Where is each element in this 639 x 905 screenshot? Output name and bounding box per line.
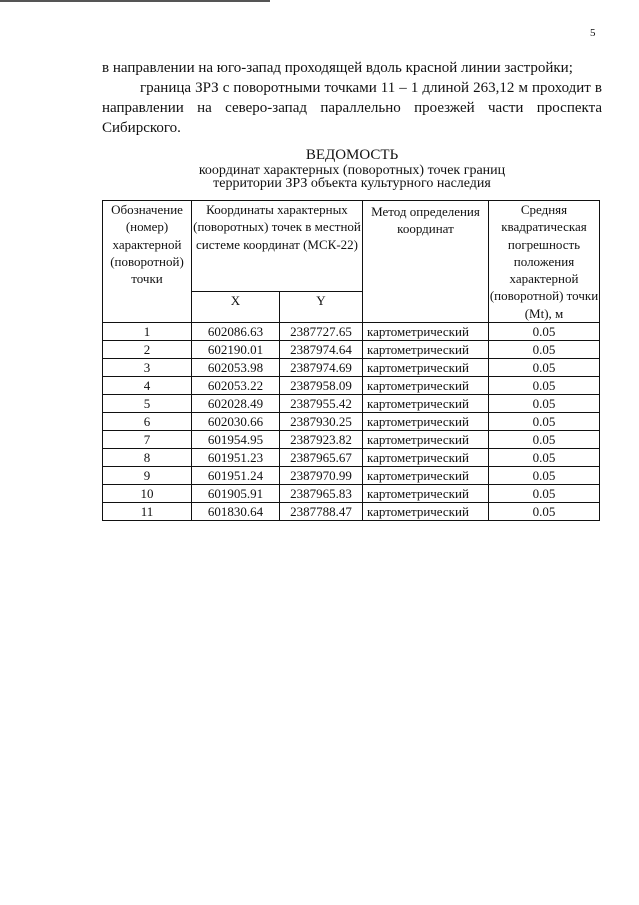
point-number-cell: 2 — [103, 341, 192, 359]
error-cell: 0.05 — [489, 341, 600, 359]
point-number-cell: 11 — [103, 503, 192, 521]
y-coordinate-cell: 2387958.09 — [280, 377, 363, 395]
point-number-cell: 4 — [103, 377, 192, 395]
table-row — [103, 395, 600, 413]
method-cell: картометрический — [363, 467, 489, 485]
table-body — [103, 323, 600, 521]
error-cell: 0.05 — [489, 359, 600, 377]
table-row — [103, 485, 600, 503]
point-number-cell: 3 — [103, 359, 192, 377]
title-line-3: территории ЗРЗ объекта культурного наследия — [213, 176, 491, 191]
error-cell: 0.05 — [489, 377, 600, 395]
y-coordinate-cell: 2387930.25 — [280, 413, 363, 431]
table-row — [103, 467, 600, 485]
error-cell: 0.05 — [489, 323, 600, 341]
method-cell: картометрический — [363, 359, 489, 377]
header-point: Обозначение (номер) характерной (поворотной) точки — [103, 201, 192, 323]
point-number-cell: 6 — [103, 413, 192, 431]
x-coordinate-cell: 601951.23 — [192, 449, 280, 467]
y-coordinate-cell: 2387923.82 — [280, 431, 363, 449]
top-border-line — [0, 0, 270, 2]
error-cell: 0.05 — [489, 449, 600, 467]
x-coordinate-cell: 601830.64 — [192, 503, 280, 521]
y-coordinate-cell: 2387970.99 — [280, 467, 363, 485]
table-row — [103, 323, 600, 341]
x-coordinate-cell: 602028.49 — [192, 395, 280, 413]
method-cell: картометрический — [363, 341, 489, 359]
header-error: Средняя квадратическая погрешность положения характерной (поворотной) точки (Mt), м — [489, 202, 599, 321]
table-row — [103, 377, 600, 395]
method-cell: картометрический — [363, 449, 489, 467]
y-coordinate-cell: 2387965.83 — [280, 485, 363, 503]
table-row — [103, 449, 600, 467]
header-method: Метод определения координат — [363, 201, 489, 323]
point-number-cell: 7 — [103, 431, 192, 449]
y-coordinate-cell: 2387788.47 — [280, 503, 363, 521]
method-cell: картометрический — [363, 503, 489, 521]
y-coordinate-cell: 2387974.69 — [280, 359, 363, 377]
paragraph-1: в направлении на юго-запад проходящей вдоль красной линии застройки; — [102, 60, 573, 76]
point-number-cell: 5 — [103, 395, 192, 413]
method-cell: картометрический — [363, 485, 489, 503]
error-cell: 0.05 — [489, 413, 600, 431]
paragraph-2: граница ЗРЗ с поворотными точками 11 – 1 длиной 263,12 м проходит в направлении на северо-запад параллельно проезжей части проспекта Сибирского. — [102, 80, 602, 136]
x-coordinate-cell: 601954.95 — [192, 431, 280, 449]
method-cell: картометрический — [363, 413, 489, 431]
table-row — [103, 431, 600, 449]
table-row — [103, 503, 600, 521]
coordinates-table — [102, 200, 600, 521]
error-cell: 0.05 — [489, 467, 600, 485]
y-coordinate-cell: 2387955.42 — [280, 395, 363, 413]
title-line-2: координат характерных (поворотных) точек границ — [198, 163, 506, 178]
page-number: 5 — [590, 27, 596, 39]
error-cell: 0.05 — [489, 395, 600, 413]
point-number-cell: 9 — [103, 467, 192, 485]
y-coordinate-cell: 2387974.64 — [280, 341, 363, 359]
method-cell: картометрический — [363, 431, 489, 449]
point-number-cell: 1 — [103, 323, 192, 341]
method-cell: картометрический — [363, 395, 489, 413]
error-cell: 0.05 — [489, 485, 600, 503]
y-coordinate-cell: 2387965.67 — [280, 449, 363, 467]
table-row — [103, 413, 600, 431]
table-row — [103, 341, 600, 359]
x-coordinate-cell: 602086.63 — [192, 323, 280, 341]
x-coordinate-cell: 602190.01 — [192, 341, 280, 359]
header-coordinates: Координаты характерных (поворотных) точек в местной системе координат (МСК-22) — [192, 201, 363, 292]
y-coordinate-cell: 2387727.65 — [280, 323, 363, 341]
table-row — [103, 359, 600, 377]
point-number-cell: 8 — [103, 449, 192, 467]
header-x: X — [192, 291, 280, 322]
x-coordinate-cell: 601951.24 — [192, 467, 280, 485]
point-number-cell: 10 — [103, 485, 192, 503]
method-cell: картометрический — [363, 377, 489, 395]
x-coordinate-cell: 602053.98 — [192, 359, 280, 377]
x-coordinate-cell: 602030.66 — [192, 413, 280, 431]
document-title: ВЕДОМОСТЬ — [305, 147, 399, 163]
error-cell: 0.05 — [489, 503, 600, 521]
method-cell: картометрический — [363, 323, 489, 341]
header-y: Y — [280, 291, 363, 322]
x-coordinate-cell: 602053.22 — [192, 377, 280, 395]
x-coordinate-cell: 601905.91 — [192, 485, 280, 503]
error-cell: 0.05 — [489, 431, 600, 449]
